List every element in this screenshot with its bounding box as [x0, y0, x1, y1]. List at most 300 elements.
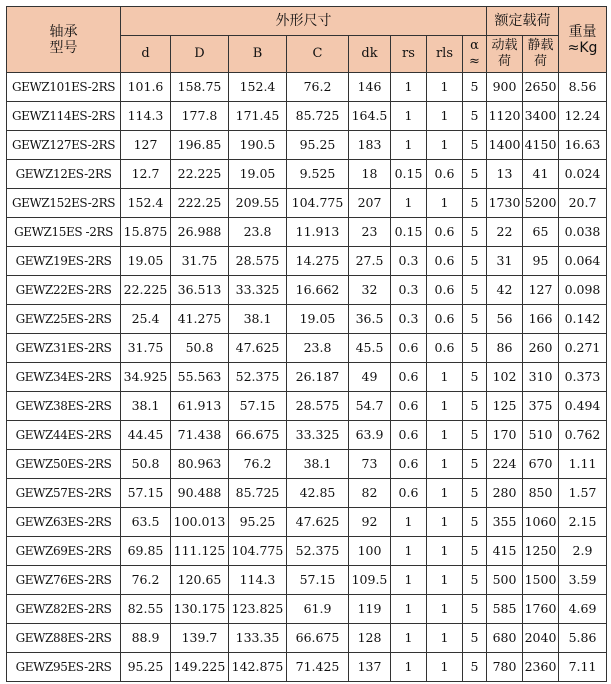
- cell-static-load: 1760: [523, 595, 559, 624]
- weight-header-line2: ≈Kg: [567, 39, 598, 56]
- cell-dk: 119: [349, 595, 391, 624]
- table-row: [7, 566, 607, 595]
- cell-B: 19.05: [229, 160, 287, 189]
- cell-dk: 27.5: [349, 247, 391, 276]
- col-alpha-header: [463, 36, 487, 73]
- cell-D: 100.013: [171, 508, 229, 537]
- table-row: [7, 537, 607, 566]
- cell-dk: 36.5: [349, 305, 391, 334]
- cell-static-load: 2040: [523, 624, 559, 653]
- cell-r1s: 0.6: [427, 218, 463, 247]
- cell-static-load: 2650: [523, 73, 559, 102]
- cell-dk: 207: [349, 189, 391, 218]
- table-row: [7, 624, 607, 653]
- cell-r1s: 1: [427, 537, 463, 566]
- cell-r1s: 1: [427, 73, 463, 102]
- cell-r1s: 1: [427, 479, 463, 508]
- cell-weight: 16.63: [559, 131, 607, 160]
- cell-model: GEWZ15ES -2RS: [7, 218, 121, 247]
- cell-d: 57.15: [121, 479, 171, 508]
- cell-d: 152.4: [121, 189, 171, 218]
- cell-model: GEWZ63ES-2RS: [7, 508, 121, 537]
- cell-C: 16.662: [287, 276, 349, 305]
- cell-C: 76.2: [287, 73, 349, 102]
- cell-alpha: 5: [463, 450, 487, 479]
- cell-dk: 146: [349, 73, 391, 102]
- cell-dynamic-load: 1120: [487, 102, 523, 131]
- cell-B: 76.2: [229, 450, 287, 479]
- cell-r1s: 1: [427, 102, 463, 131]
- cell-B: 66.675: [229, 421, 287, 450]
- table-header: [7, 7, 607, 73]
- cell-alpha: 5: [463, 102, 487, 131]
- cell-d: 82.55: [121, 595, 171, 624]
- cell-d: 76.2: [121, 566, 171, 595]
- table-row: [7, 479, 607, 508]
- static-load-line2: 荷: [533, 54, 547, 69]
- bearing-spec-table: [6, 6, 607, 682]
- cell-alpha: 5: [463, 131, 487, 160]
- cell-rs: 0.3: [391, 305, 427, 334]
- cell-dk: 18: [349, 160, 391, 189]
- cell-dynamic-load: 355: [487, 508, 523, 537]
- cell-B: 57.15: [229, 392, 287, 421]
- cell-rs: 1: [391, 537, 427, 566]
- cell-rs: 1: [391, 73, 427, 102]
- cell-d: 114.3: [121, 102, 171, 131]
- cell-B: 209.55: [229, 189, 287, 218]
- cell-dk: 73: [349, 450, 391, 479]
- cell-D: 22.225: [171, 160, 229, 189]
- cell-static-load: 4150: [523, 131, 559, 160]
- cell-dk: 92: [349, 508, 391, 537]
- cell-weight: 0.142: [559, 305, 607, 334]
- cell-dk: 82: [349, 479, 391, 508]
- cell-C: 42.85: [287, 479, 349, 508]
- cell-C: 19.05: [287, 305, 349, 334]
- table-row: [7, 73, 607, 102]
- col-C-header: C: [287, 36, 349, 73]
- cell-D: 158.75: [171, 73, 229, 102]
- cell-d: 38.1: [121, 392, 171, 421]
- cell-r1s: 1: [427, 392, 463, 421]
- cell-C: 95.25: [287, 131, 349, 160]
- cell-dynamic-load: 680: [487, 624, 523, 653]
- model-column-header: [7, 7, 121, 73]
- cell-static-load: 166: [523, 305, 559, 334]
- cell-dk: 164.5: [349, 102, 391, 131]
- cell-d: 31.75: [121, 334, 171, 363]
- cell-weight: 12.24: [559, 102, 607, 131]
- cell-B: 95.25: [229, 508, 287, 537]
- cell-dk: 100: [349, 537, 391, 566]
- cell-r1s: 0.6: [427, 160, 463, 189]
- cell-r1s: 1: [427, 450, 463, 479]
- cell-r1s: 1: [427, 131, 463, 160]
- model-header-line2: 型号: [49, 39, 78, 56]
- cell-alpha: 5: [463, 479, 487, 508]
- cell-static-load: 850: [523, 479, 559, 508]
- cell-static-load: 127: [523, 276, 559, 305]
- cell-static-load: 670: [523, 450, 559, 479]
- cell-alpha: 5: [463, 334, 487, 363]
- cell-C: 52.375: [287, 537, 349, 566]
- cell-D: 90.488: [171, 479, 229, 508]
- cell-weight: 0.024: [559, 160, 607, 189]
- cell-B: 171.45: [229, 102, 287, 131]
- cell-model: GEWZ19ES-2RS: [7, 247, 121, 276]
- table-row: [7, 189, 607, 218]
- cell-dynamic-load: 31: [487, 247, 523, 276]
- cell-r1s: 1: [427, 508, 463, 537]
- table-row: [7, 131, 607, 160]
- cell-alpha: 5: [463, 566, 487, 595]
- cell-B: 28.575: [229, 247, 287, 276]
- cell-alpha: 5: [463, 160, 487, 189]
- cell-weight: 0.038: [559, 218, 607, 247]
- cell-C: 38.1: [287, 450, 349, 479]
- cell-alpha: 5: [463, 276, 487, 305]
- cell-model: GEWZ95ES-2RS: [7, 653, 121, 682]
- table-row: [7, 363, 607, 392]
- cell-static-load: 510: [523, 421, 559, 450]
- cell-rs: 0.15: [391, 218, 427, 247]
- cell-d: 22.225: [121, 276, 171, 305]
- cell-alpha: 5: [463, 247, 487, 276]
- cell-alpha: 5: [463, 218, 487, 247]
- cell-dynamic-load: 1400: [487, 131, 523, 160]
- cell-rs: 1: [391, 189, 427, 218]
- cell-static-load: 1500: [523, 566, 559, 595]
- cell-d: 50.8: [121, 450, 171, 479]
- cell-static-load: 375: [523, 392, 559, 421]
- cell-C: 85.725: [287, 102, 349, 131]
- weight-header-line1: 重量: [568, 23, 597, 40]
- cell-B: 23.8: [229, 218, 287, 247]
- cell-d: 12.7: [121, 160, 171, 189]
- cell-weight: 0.271: [559, 334, 607, 363]
- col-dk-header: dk: [349, 36, 391, 73]
- cell-D: 149.225: [171, 653, 229, 682]
- cell-model: GEWZ34ES-2RS: [7, 363, 121, 392]
- cell-B: 38.1: [229, 305, 287, 334]
- cell-C: 14.275: [287, 247, 349, 276]
- alpha-header-line1: α: [470, 38, 479, 53]
- cell-alpha: 5: [463, 508, 487, 537]
- cell-rs: 0.6: [391, 450, 427, 479]
- cell-B: 85.725: [229, 479, 287, 508]
- cell-dynamic-load: 22: [487, 218, 523, 247]
- cell-D: 130.175: [171, 595, 229, 624]
- cell-weight: 4.69: [559, 595, 607, 624]
- cell-weight: 0.762: [559, 421, 607, 450]
- cell-alpha: 5: [463, 392, 487, 421]
- cell-dk: 54.7: [349, 392, 391, 421]
- static-load-line1: 静载: [527, 38, 554, 53]
- cell-model: GEWZ44ES-2RS: [7, 421, 121, 450]
- cell-B: 114.3: [229, 566, 287, 595]
- cell-rs: 0.6: [391, 421, 427, 450]
- table-row: [7, 160, 607, 189]
- cell-weight: 3.59: [559, 566, 607, 595]
- cell-B: 47.625: [229, 334, 287, 363]
- cell-dynamic-load: 500: [487, 566, 523, 595]
- cell-weight: 0.494: [559, 392, 607, 421]
- cell-static-load: 1250: [523, 537, 559, 566]
- cell-weight: 0.064: [559, 247, 607, 276]
- cell-D: 50.8: [171, 334, 229, 363]
- col-rs-header: rs: [391, 36, 427, 73]
- cell-D: 177.8: [171, 102, 229, 131]
- cell-rs: 0.6: [391, 392, 427, 421]
- cell-dynamic-load: 13: [487, 160, 523, 189]
- cell-dynamic-load: 56: [487, 305, 523, 334]
- cell-model: GEWZ127ES-2RS: [7, 131, 121, 160]
- cell-rs: 0.3: [391, 276, 427, 305]
- cell-static-load: 95: [523, 247, 559, 276]
- cell-model: GEWZ114ES-2RS: [7, 102, 121, 131]
- cell-C: 9.525: [287, 160, 349, 189]
- cell-d: 95.25: [121, 653, 171, 682]
- cell-alpha: 5: [463, 595, 487, 624]
- col-d-header: d: [121, 36, 171, 73]
- cell-model: GEWZ88ES-2RS: [7, 624, 121, 653]
- cell-rs: 1: [391, 508, 427, 537]
- cell-r1s: 1: [427, 189, 463, 218]
- cell-C: 28.575: [287, 392, 349, 421]
- cell-C: 26.187: [287, 363, 349, 392]
- cell-D: 120.65: [171, 566, 229, 595]
- cell-dk: 49: [349, 363, 391, 392]
- static-load-header: [523, 36, 559, 73]
- cell-dynamic-load: 900: [487, 73, 523, 102]
- cell-D: 31.75: [171, 247, 229, 276]
- cell-C: 66.675: [287, 624, 349, 653]
- table-row: [7, 218, 607, 247]
- cell-model: GEWZ31ES-2RS: [7, 334, 121, 363]
- cell-r1s: 1: [427, 624, 463, 653]
- table-row: [7, 653, 607, 682]
- alpha-header-line2: ≈: [469, 54, 480, 69]
- cell-model: GEWZ38ES-2RS: [7, 392, 121, 421]
- cell-weight: 2.15: [559, 508, 607, 537]
- cell-rs: 0.6: [391, 363, 427, 392]
- rated-load-group-header: 额定载荷: [487, 7, 559, 36]
- cell-rs: 0.6: [391, 334, 427, 363]
- cell-r1s: 1: [427, 363, 463, 392]
- table-row: [7, 450, 607, 479]
- cell-model: GEWZ22ES-2RS: [7, 276, 121, 305]
- cell-weight: 7.11: [559, 653, 607, 682]
- cell-d: 34.925: [121, 363, 171, 392]
- cell-d: 88.9: [121, 624, 171, 653]
- cell-r1s: 0.6: [427, 305, 463, 334]
- cell-model: GEWZ76ES-2RS: [7, 566, 121, 595]
- header-row-top: [7, 7, 607, 36]
- cell-weight: 20.7: [559, 189, 607, 218]
- cell-C: 57.15: [287, 566, 349, 595]
- cell-static-load: 2360: [523, 653, 559, 682]
- table-row: [7, 392, 607, 421]
- cell-dynamic-load: 780: [487, 653, 523, 682]
- table-row: [7, 508, 607, 537]
- cell-r1s: 0.6: [427, 247, 463, 276]
- cell-d: 69.85: [121, 537, 171, 566]
- cell-C: 11.913: [287, 218, 349, 247]
- weight-column-header: [559, 7, 607, 73]
- cell-rs: 1: [391, 566, 427, 595]
- cell-B: 142.875: [229, 653, 287, 682]
- col-B-header: B: [229, 36, 287, 73]
- cell-weight: 2.9: [559, 537, 607, 566]
- col-D-header: D: [171, 36, 229, 73]
- cell-static-load: 3400: [523, 102, 559, 131]
- dimensions-group-header: 外形尺寸: [121, 7, 487, 36]
- cell-C: 23.8: [287, 334, 349, 363]
- cell-C: 104.775: [287, 189, 349, 218]
- cell-C: 61.9: [287, 595, 349, 624]
- table-row: [7, 595, 607, 624]
- cell-D: 41.275: [171, 305, 229, 334]
- cell-r1s: 1: [427, 421, 463, 450]
- cell-alpha: 5: [463, 421, 487, 450]
- cell-rs: 0.15: [391, 160, 427, 189]
- cell-rs: 0.6: [391, 479, 427, 508]
- cell-rs: 1: [391, 131, 427, 160]
- cell-static-load: 5200: [523, 189, 559, 218]
- cell-D: 71.438: [171, 421, 229, 450]
- cell-B: 52.375: [229, 363, 287, 392]
- cell-dynamic-load: 585: [487, 595, 523, 624]
- cell-model: GEWZ152ES-2RS: [7, 189, 121, 218]
- cell-alpha: 5: [463, 653, 487, 682]
- cell-dynamic-load: 170: [487, 421, 523, 450]
- cell-alpha: 5: [463, 189, 487, 218]
- cell-dynamic-load: 280: [487, 479, 523, 508]
- cell-alpha: 5: [463, 305, 487, 334]
- cell-B: 123.825: [229, 595, 287, 624]
- cell-dynamic-load: 125: [487, 392, 523, 421]
- cell-r1s: 0.6: [427, 334, 463, 363]
- cell-weight: 1.57: [559, 479, 607, 508]
- cell-r1s: 1: [427, 566, 463, 595]
- cell-model: GEWZ50ES-2RS: [7, 450, 121, 479]
- cell-dk: 23: [349, 218, 391, 247]
- cell-dk: 109.5: [349, 566, 391, 595]
- model-header-line1: 轴承: [49, 23, 78, 40]
- cell-dynamic-load: 224: [487, 450, 523, 479]
- cell-D: 36.513: [171, 276, 229, 305]
- cell-static-load: 65: [523, 218, 559, 247]
- cell-d: 127: [121, 131, 171, 160]
- cell-C: 33.325: [287, 421, 349, 450]
- col-r1s-header: rls: [427, 36, 463, 73]
- cell-model: GEWZ25ES-2RS: [7, 305, 121, 334]
- cell-d: 15.875: [121, 218, 171, 247]
- cell-dynamic-load: 415: [487, 537, 523, 566]
- cell-weight: 5.86: [559, 624, 607, 653]
- cell-dynamic-load: 42: [487, 276, 523, 305]
- cell-D: 139.7: [171, 624, 229, 653]
- cell-D: 111.125: [171, 537, 229, 566]
- cell-r1s: 0.6: [427, 276, 463, 305]
- cell-rs: 1: [391, 653, 427, 682]
- cell-weight: 8.56: [559, 73, 607, 102]
- cell-D: 55.563: [171, 363, 229, 392]
- cell-B: 133.35: [229, 624, 287, 653]
- cell-dk: 63.9: [349, 421, 391, 450]
- cell-B: 104.775: [229, 537, 287, 566]
- cell-static-load: 260: [523, 334, 559, 363]
- table-row: [7, 421, 607, 450]
- dynamic-load-line1: 动载: [491, 38, 518, 53]
- cell-static-load: 41: [523, 160, 559, 189]
- cell-dk: 32: [349, 276, 391, 305]
- cell-d: 44.45: [121, 421, 171, 450]
- cell-B: 190.5: [229, 131, 287, 160]
- cell-dynamic-load: 102: [487, 363, 523, 392]
- cell-model: GEWZ101ES-2RS: [7, 73, 121, 102]
- table-row: [7, 247, 607, 276]
- cell-model: GEWZ69ES-2RS: [7, 537, 121, 566]
- cell-dk: 128: [349, 624, 391, 653]
- cell-r1s: 1: [427, 653, 463, 682]
- cell-rs: 1: [391, 624, 427, 653]
- cell-alpha: 5: [463, 73, 487, 102]
- cell-D: 26.988: [171, 218, 229, 247]
- cell-D: 80.963: [171, 450, 229, 479]
- cell-B: 33.325: [229, 276, 287, 305]
- cell-dk: 45.5: [349, 334, 391, 363]
- table-body: [7, 73, 607, 682]
- cell-weight: 1.11: [559, 450, 607, 479]
- table-row: [7, 102, 607, 131]
- cell-C: 47.625: [287, 508, 349, 537]
- cell-C: 71.425: [287, 653, 349, 682]
- cell-d: 101.6: [121, 73, 171, 102]
- cell-d: 63.5: [121, 508, 171, 537]
- cell-model: GEWZ12ES-2RS: [7, 160, 121, 189]
- cell-rs: 0.3: [391, 247, 427, 276]
- table-row: [7, 334, 607, 363]
- cell-alpha: 5: [463, 537, 487, 566]
- dynamic-load-line2: 荷: [497, 54, 511, 69]
- cell-dynamic-load: 86: [487, 334, 523, 363]
- cell-dk: 183: [349, 131, 391, 160]
- cell-D: 222.25: [171, 189, 229, 218]
- cell-alpha: 5: [463, 624, 487, 653]
- cell-alpha: 5: [463, 363, 487, 392]
- cell-rs: 1: [391, 595, 427, 624]
- cell-weight: 0.373: [559, 363, 607, 392]
- table-row: [7, 305, 607, 334]
- cell-dynamic-load: 1730: [487, 189, 523, 218]
- cell-B: 152.4: [229, 73, 287, 102]
- cell-D: 196.85: [171, 131, 229, 160]
- cell-D: 61.913: [171, 392, 229, 421]
- cell-d: 19.05: [121, 247, 171, 276]
- dynamic-load-header: [487, 36, 523, 73]
- cell-static-load: 1060: [523, 508, 559, 537]
- cell-static-load: 310: [523, 363, 559, 392]
- cell-d: 25.4: [121, 305, 171, 334]
- cell-model: GEWZ57ES-2RS: [7, 479, 121, 508]
- cell-weight: 0.098: [559, 276, 607, 305]
- cell-dk: 137: [349, 653, 391, 682]
- cell-r1s: 1: [427, 595, 463, 624]
- table-row: [7, 276, 607, 305]
- cell-model: GEWZ82ES-2RS: [7, 595, 121, 624]
